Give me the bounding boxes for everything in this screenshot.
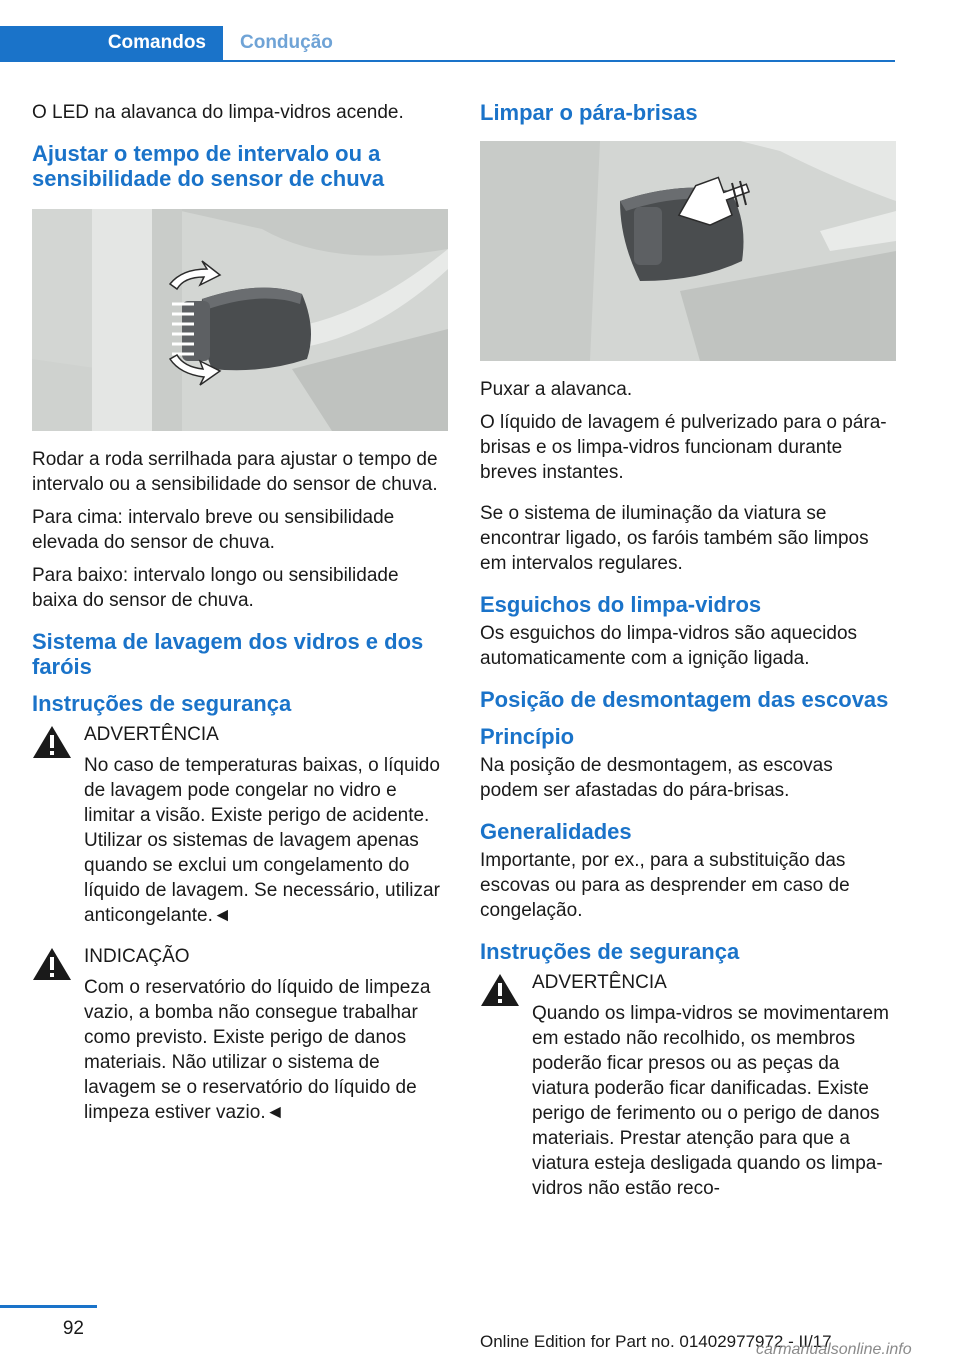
pull-lever-text: Puxar a alavanca. [480, 379, 633, 400]
edition-note: Online Edition for Part no. 01402977972 - II/17 [480, 1332, 832, 1351]
heading-general: Generalidades [480, 819, 632, 844]
heading-safety-left: Instruções de segurança [32, 691, 292, 716]
wiper-pull-illustration [480, 141, 896, 361]
warning-title-wipers: ADVERTÊNCIA [532, 972, 667, 993]
notice-title-reservoir: INDICAÇÃO [84, 946, 190, 967]
spray-text: O líquido de lavagem é pulverizado para o pára-brisas e os limpa-vidros funcionam durante breves instantes. [480, 412, 887, 483]
warning-block-wipers [480, 970, 896, 1201]
headlights-text: Se o sistema de iluminação da viatura se encontrar ligado, os faróis também são limpos em intervalos regulares. [480, 503, 869, 574]
warning-triangle-icon [480, 972, 520, 1008]
up-text: Para cima: intervalo breve ou sensibilidade elevada do sensor de chuva. [32, 507, 395, 553]
header-rule [0, 60, 895, 62]
footer-rule [0, 1305, 97, 1308]
led-intro-text: O LED na alavanca do limpa-vidros acende. [32, 102, 404, 123]
left-column [32, 100, 448, 1141]
right-column [480, 100, 896, 1217]
chapter-tabs [0, 26, 895, 62]
tab-comandos[interactable]: Comandos [0, 26, 223, 60]
heading-principle: Princípio [480, 724, 575, 749]
warning-triangle-icon [32, 724, 72, 760]
principle-text: Na posição de desmontagem, as escovas podem ser afastadas do pára-brisas. [480, 755, 833, 801]
heading-nozzles: Esguichos do limpa-vidros [480, 592, 762, 617]
down-text: Para baixo: intervalo longo ou sensibilidade baixa do sensor de chuva. [32, 565, 399, 611]
general-text: Importante, por ex., para a substituição das escovas ou para as desprender em caso de congelação. [480, 850, 850, 921]
wiper-wheel-illustration [32, 209, 448, 431]
rotate-wheel-text: Rodar a roda serrilhada para ajustar o tempo de intervalo ou a sensibilidade do sensor de chuva. [32, 449, 438, 495]
notice-block-reservoir [32, 944, 448, 1125]
heading-safety-right: Instruções de segurança [480, 939, 740, 964]
warning-title-frost: ADVERTÊNCIA [84, 724, 219, 745]
nozzles-text: Os esguichos do limpa-vidros são aquecidos automaticamente com a ignição ligada. [480, 623, 858, 669]
page-number: 92 [62, 1318, 84, 1339]
warning-triangle-icon [32, 946, 72, 982]
warning-body-wipers: Quando os limpa-vidros se movimentarem em estado não recolhido, os membros poderão ficar presos ou as peças da viatura poderão ficar danificadas. Existe perigo de ferimento ou o perigo de danos materiais. Prestar atenção para que a viatura esteja desligada quando os limpa-vidros não estão reco- [532, 1003, 889, 1199]
warning-body-frost: No caso de temperaturas baixas, o líquido de lavagem pode congelar no vidro e limitar a visão. Existe perigo de acidente. Utilizar os sistemas de lavagem apenas quando se exclui um congelamento do líquido de lavagem. Se necessário, utilizar anticongelante.◄ [84, 755, 440, 926]
heading-clean-windscreen: Limpar o pára-brisas [480, 100, 698, 125]
tab-conducao[interactable]: Condução [240, 32, 333, 53]
notice-body-reservoir: Com o reservatório do líquido de limpeza vazio, a bomba não consegue trabalhar como previsto. Existe perigo de danos materiais. Não utilizar o sistema de lavagem se o reservatório do líquido de limpeza estiver vazio.◄ [84, 977, 431, 1123]
heading-washing-system: Sistema de lavagem dos vidros e dos faróis [32, 629, 424, 679]
heading-interval: Ajustar o tempo de intervalo ou a sensibilidade do sensor de chuva [32, 141, 385, 191]
heading-removal-position: Posição de desmontagem das escovas [480, 687, 889, 712]
watermark: carmanualsonline.info [756, 1341, 912, 1358]
warning-block-frost [32, 722, 448, 928]
